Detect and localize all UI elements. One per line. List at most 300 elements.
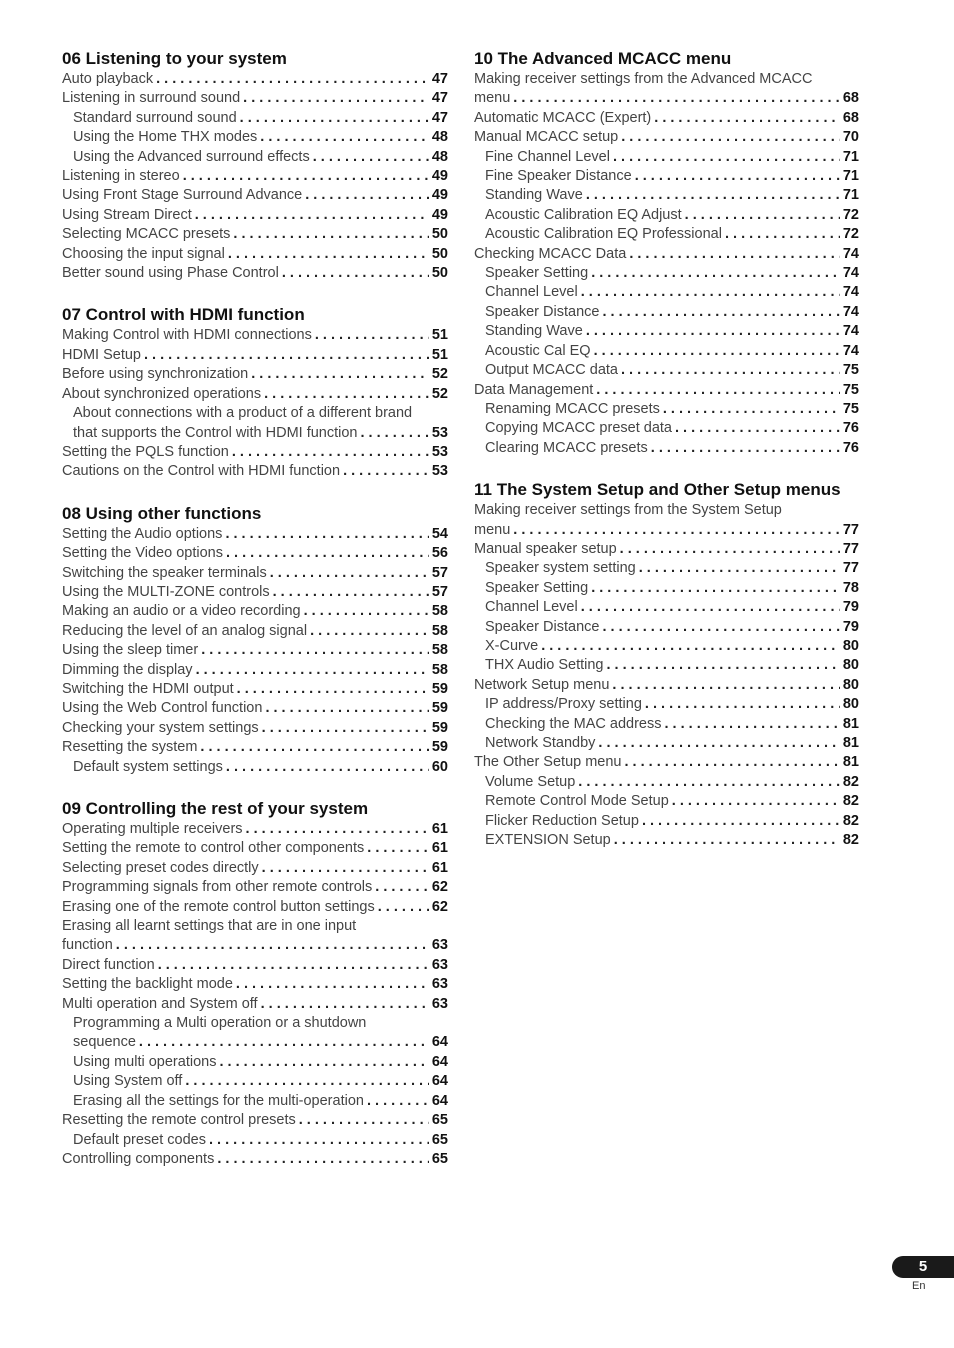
- dot-leader: [232, 443, 429, 462]
- page-number: 53: [431, 424, 448, 441]
- toc-entry[interactable]: [474, 521, 859, 540]
- entry-text: Controlling components: [62, 1150, 215, 1167]
- page-number: 52: [431, 366, 448, 383]
- dot-leader: [305, 186, 429, 205]
- page-number: 52: [431, 385, 448, 402]
- toc-entry[interactable]: [62, 661, 448, 680]
- dot-leader: [513, 89, 840, 108]
- entry-text: Fine Channel Level: [485, 148, 610, 165]
- dot-leader: [361, 424, 429, 443]
- page-number: 77: [842, 560, 859, 577]
- language-label: En: [912, 1280, 926, 1292]
- page-number-badge: 5: [892, 1256, 954, 1278]
- page-number: 64: [431, 1034, 448, 1051]
- page-number: 75: [842, 362, 859, 379]
- dot-leader: [225, 525, 428, 544]
- dot-leader: [273, 583, 429, 602]
- entry-text: Standard surround sound: [73, 109, 237, 126]
- toc-entry[interactable]: [474, 186, 859, 205]
- page-number: 49: [431, 206, 448, 223]
- entry-text: Choosing the input signal: [62, 245, 225, 262]
- page-number: 65: [431, 1150, 448, 1167]
- toc-entry[interactable]: [474, 148, 859, 167]
- toc-entry[interactable]: [474, 792, 859, 811]
- toc-entry[interactable]: [62, 1072, 448, 1091]
- dot-leader: [226, 544, 429, 563]
- dot-leader: [581, 598, 840, 617]
- toc-entry[interactable]: [474, 264, 859, 283]
- dot-leader: [185, 1072, 429, 1091]
- toc-section: [474, 48, 859, 458]
- entry-text: Erasing all the settings for the multi-operation: [73, 1092, 364, 1109]
- entry-text: Copying MCACC preset data: [485, 420, 672, 437]
- toc-entry[interactable]: [62, 758, 448, 777]
- entry-text: Checking the MAC address: [485, 715, 662, 732]
- page-number: 79: [842, 599, 859, 616]
- toc-entry[interactable]: [474, 656, 859, 675]
- page-number: 59: [431, 719, 448, 736]
- toc-entry[interactable]: [62, 525, 448, 544]
- entry-text: Acoustic Calibration EQ Adjust: [485, 206, 682, 223]
- toc-entry[interactable]: [474, 109, 859, 128]
- dot-leader: [621, 361, 840, 380]
- toc-entry[interactable]: [474, 419, 859, 438]
- entry-text: sequence: [73, 1034, 136, 1051]
- toc-entry[interactable]: [62, 995, 448, 1014]
- toc-entry[interactable]: [474, 322, 859, 341]
- toc-entry[interactable]: [62, 898, 448, 917]
- toc-entry[interactable]: [62, 1131, 448, 1150]
- toc-entry[interactable]: [474, 381, 859, 400]
- entry-text: Operating multiple receivers: [62, 821, 243, 837]
- dot-leader: [261, 995, 429, 1014]
- toc-entry[interactable]: [474, 167, 859, 186]
- entry-text: Auto playback: [62, 71, 154, 87]
- entry-text: Listening in stereo: [62, 168, 180, 185]
- dot-leader: [602, 303, 839, 322]
- entry-text: Using the sleep timer: [62, 642, 199, 659]
- toc-entry[interactable]: [474, 89, 859, 108]
- entry-text: Listening in surround sound: [62, 90, 241, 107]
- dot-leader: [315, 326, 429, 345]
- page-number: 49: [431, 168, 448, 185]
- toc-entry[interactable]: [474, 753, 859, 772]
- dot-leader: [196, 661, 429, 680]
- toc-entry[interactable]: [62, 109, 448, 128]
- dot-leader: [367, 839, 429, 858]
- section-title: 10 The Advanced MCACC menu: [474, 49, 732, 68]
- toc-entry[interactable]: [474, 361, 859, 380]
- toc-entry[interactable]: [474, 540, 859, 559]
- entry-text: Programming a Multi operation or a shutdown: [73, 1015, 367, 1032]
- entry-text: About synchronized operations: [62, 385, 262, 402]
- entry-text: Clearing MCACC presets: [485, 439, 648, 456]
- page-number: 49: [431, 187, 448, 204]
- toc-entry[interactable]: [62, 820, 448, 839]
- entry-text: Channel Level: [485, 284, 578, 301]
- entry-text: Channel Level: [485, 599, 578, 616]
- dot-leader: [228, 245, 429, 264]
- entry-text: Reducing the level of an analog signal: [62, 622, 308, 639]
- dot-leader: [635, 167, 840, 186]
- entry-text: Switching the speaker terminals: [62, 564, 267, 581]
- dot-leader: [596, 381, 840, 400]
- page-number: 80: [842, 657, 859, 674]
- dot-leader: [299, 1111, 429, 1130]
- toc-section: [474, 479, 859, 850]
- entry-text: menu: [474, 521, 511, 538]
- dot-leader: [591, 579, 840, 598]
- toc-entry[interactable]: [474, 618, 859, 637]
- toc-entry[interactable]: [474, 283, 859, 302]
- toc-entry[interactable]: [62, 148, 448, 167]
- toc-entry[interactable]: [474, 579, 859, 598]
- page-number: 64: [431, 1092, 448, 1109]
- toc-entry[interactable]: [62, 167, 448, 186]
- entry-text: Manual speaker setup: [474, 540, 617, 557]
- section-title: 09 Controlling the rest of your system: [62, 799, 369, 818]
- page-number: 82: [842, 812, 859, 829]
- page-number: 72: [842, 206, 859, 223]
- toc-entry[interactable]: [62, 245, 448, 264]
- page-number: 57: [431, 564, 448, 581]
- entry-text: Network Standby: [485, 735, 596, 751]
- dot-leader: [591, 264, 840, 283]
- page-number: 62: [431, 898, 448, 915]
- dot-leader: [629, 245, 840, 264]
- entry-text: Data Management: [474, 381, 594, 398]
- page-number: 59: [431, 739, 448, 756]
- toc-entry[interactable]: [62, 365, 448, 384]
- toc-entry[interactable]: [62, 641, 448, 660]
- page-number: 54: [431, 525, 448, 542]
- toc-entry[interactable]: [62, 206, 448, 225]
- toc-entry[interactable]: [62, 839, 448, 858]
- page-number: 77: [842, 540, 859, 557]
- toc-entry[interactable]: [62, 936, 448, 955]
- toc-entry[interactable]: [62, 326, 448, 345]
- page-number: 70: [842, 129, 859, 146]
- dot-leader: [183, 167, 429, 186]
- toc-entry[interactable]: [474, 128, 859, 147]
- entry-text: EXTENSION Setup: [485, 832, 611, 849]
- entry-text: Programming signals from other remote controls: [62, 879, 373, 896]
- entry-text: Cautions on the Control with HDMI function: [62, 463, 341, 480]
- section-title: 08 Using other functions: [62, 503, 262, 523]
- page-number: 60: [431, 758, 448, 775]
- toc-column-right: [474, 48, 859, 871]
- toc-entry[interactable]: [474, 342, 859, 361]
- toc-entry[interactable]: [62, 1033, 448, 1052]
- dot-leader: [367, 1092, 429, 1111]
- page-number: 51: [431, 346, 448, 363]
- entry-text: Fine Speaker Distance: [485, 168, 632, 185]
- dot-leader: [251, 365, 429, 384]
- entry-text: Using the Web Control function: [62, 700, 263, 717]
- entry-text: Using Front Stage Surround Advance: [62, 187, 303, 204]
- page-number: 80: [842, 696, 859, 713]
- dot-leader: [237, 680, 429, 699]
- toc-entry[interactable]: [62, 443, 448, 462]
- toc-entry[interactable]: [62, 564, 448, 583]
- dot-leader: [685, 206, 840, 225]
- toc-entry[interactable]: [474, 303, 859, 322]
- entry-text: Setting the remote to control other components: [62, 840, 365, 857]
- entry-text: Acoustic Cal EQ: [485, 342, 591, 359]
- dot-leader: [654, 109, 840, 128]
- dot-leader: [375, 878, 429, 897]
- toc-entry[interactable]: [474, 637, 859, 656]
- entry-text: Setting the Video options: [62, 545, 223, 562]
- page-number: 74: [842, 245, 859, 262]
- toc-entry[interactable]: [62, 956, 448, 975]
- dot-leader: [725, 225, 840, 244]
- toc-entry[interactable]: [474, 676, 859, 695]
- dot-leader: [246, 820, 429, 839]
- page-number: 63: [431, 995, 448, 1012]
- dot-leader: [262, 859, 429, 878]
- page-number: 74: [842, 265, 859, 282]
- toc-entry[interactable]: [62, 738, 448, 757]
- dot-leader: [586, 186, 840, 205]
- toc-entry[interactable]: [62, 225, 448, 244]
- dot-leader: [614, 831, 840, 850]
- page-number: 58: [431, 622, 448, 639]
- entry-text: IP address/Proxy setting: [485, 696, 642, 713]
- toc-entry[interactable]: [62, 878, 448, 897]
- page-number: 64: [431, 1073, 448, 1090]
- page-number: 47: [431, 109, 448, 126]
- dot-leader: [200, 738, 428, 757]
- toc-entry-line: [474, 501, 859, 520]
- toc-entry[interactable]: [62, 424, 448, 443]
- page-number: 75: [842, 381, 859, 398]
- page-number: 82: [842, 832, 859, 849]
- toc-entry[interactable]: [62, 1092, 448, 1111]
- entry-text: Automatic MCACC (Expert): [474, 109, 652, 126]
- toc-entry[interactable]: [62, 622, 448, 641]
- entry-text: Remote Control Mode Setup: [485, 793, 669, 810]
- dot-leader: [602, 618, 839, 637]
- toc-entry[interactable]: [62, 264, 448, 283]
- page-number: 71: [842, 168, 859, 185]
- toc-entry-line: [62, 1014, 448, 1033]
- dot-leader: [541, 637, 840, 656]
- entry-text: Better sound using Phase Control: [62, 265, 279, 282]
- page-number: 61: [431, 859, 448, 876]
- dot-leader: [621, 128, 840, 147]
- toc-entry[interactable]: [62, 602, 448, 621]
- toc-entry[interactable]: [474, 559, 859, 578]
- toc-entry[interactable]: [474, 225, 859, 244]
- toc-entry[interactable]: [62, 719, 448, 738]
- toc-entry-line: [62, 404, 448, 423]
- dot-leader: [672, 792, 840, 811]
- entry-text: Using multi operations: [73, 1053, 217, 1070]
- entry-text: Standing Wave: [485, 187, 583, 204]
- entry-text: Making receiver settings from the System Setup: [474, 502, 782, 519]
- toc-entry[interactable]: [474, 245, 859, 264]
- toc-entry[interactable]: [474, 400, 859, 419]
- toc-entry[interactable]: [474, 734, 859, 753]
- dot-leader: [586, 322, 840, 341]
- toc-entry[interactable]: [62, 346, 448, 365]
- entry-text: X-Curve: [485, 637, 539, 654]
- toc-entry[interactable]: [62, 186, 448, 205]
- page-number: 81: [842, 715, 859, 732]
- page-number: 58: [431, 603, 448, 620]
- toc-section: [62, 798, 448, 1169]
- page-number: 58: [431, 661, 448, 678]
- dot-leader: [304, 602, 429, 621]
- toc-entry-line: [474, 70, 859, 89]
- dot-leader: [665, 715, 840, 734]
- toc-entry[interactable]: [474, 598, 859, 617]
- page-number: 81: [842, 754, 859, 771]
- toc-entry[interactable]: [62, 1053, 448, 1072]
- page-number: 51: [431, 327, 448, 344]
- toc-section: [62, 503, 448, 777]
- entry-text: Making an audio or a video recording: [62, 603, 301, 620]
- page-number: 58: [431, 642, 448, 659]
- dot-leader: [282, 264, 429, 283]
- toc-entry[interactable]: [62, 89, 448, 108]
- dot-leader: [513, 521, 840, 540]
- dot-leader: [310, 622, 429, 641]
- entry-text: Erasing one of the remote control button settings: [62, 898, 375, 915]
- dot-leader: [313, 148, 429, 167]
- dot-leader: [598, 734, 839, 753]
- section-title: 06 Listening to your system: [62, 49, 287, 68]
- toc-entry[interactable]: [62, 680, 448, 699]
- dot-leader: [343, 462, 429, 481]
- dot-leader: [201, 641, 429, 660]
- toc-entry[interactable]: [62, 975, 448, 994]
- dot-leader: [240, 109, 429, 128]
- page-number: 53: [431, 463, 448, 480]
- toc-entry[interactable]: [474, 206, 859, 225]
- dot-leader: [243, 89, 429, 108]
- entry-text: Dimming the display: [62, 661, 193, 678]
- section-title: 11 The System Setup and Other Setup menus: [474, 480, 841, 500]
- page-number: 53: [431, 443, 448, 460]
- entry-text: Speaker system setting: [485, 560, 636, 577]
- dot-leader: [195, 206, 429, 225]
- entry-text: Renaming MCACC presets: [485, 400, 660, 417]
- dot-leader: [226, 758, 429, 777]
- page-number: 82: [842, 793, 859, 810]
- entry-text: Speaker Setting: [485, 579, 589, 596]
- dot-leader: [642, 812, 840, 831]
- dot-leader: [378, 898, 429, 917]
- page-number: 65: [431, 1112, 448, 1129]
- toc-entry[interactable]: [62, 385, 448, 404]
- entry-text: Network Setup menu: [474, 676, 610, 693]
- entry-text: Volume Setup: [485, 773, 576, 790]
- entry-text: Speaker Distance: [485, 618, 600, 635]
- toc-entry[interactable]: [62, 1111, 448, 1130]
- dot-leader: [594, 342, 840, 361]
- page-number: 71: [842, 187, 859, 204]
- toc-entry[interactable]: [62, 462, 448, 481]
- dot-leader: [262, 719, 429, 738]
- entry-text: Standing Wave: [485, 323, 583, 340]
- section-title: 07 Control with HDMI function: [62, 305, 305, 325]
- dot-leader: [144, 346, 429, 365]
- page-number: 50: [431, 226, 448, 243]
- dot-leader: [270, 564, 429, 583]
- page-number: 65: [431, 1131, 448, 1148]
- entry-text: THX Audio Setting: [485, 657, 604, 674]
- page-number: 68: [842, 109, 859, 126]
- dot-leader: [581, 283, 840, 302]
- toc-entry[interactable]: [62, 70, 448, 89]
- entry-text: Resetting the system: [62, 739, 198, 756]
- page-number: 77: [842, 521, 859, 538]
- toc-entry[interactable]: [62, 128, 448, 147]
- entry-text: Speaker Distance: [485, 303, 600, 320]
- entry-text: Checking MCACC Data: [474, 245, 627, 262]
- page-number: 72: [842, 226, 859, 243]
- page-number: 76: [842, 420, 859, 437]
- entry-text: Default system settings: [73, 758, 223, 775]
- entry-text: Checking your system settings: [62, 719, 259, 736]
- page-number: 74: [842, 284, 859, 301]
- dot-leader: [613, 148, 840, 167]
- dot-leader: [663, 400, 840, 419]
- page-number: 61: [431, 840, 448, 857]
- page-number: 57: [431, 583, 448, 600]
- page-number: 63: [431, 976, 448, 993]
- toc-entry[interactable]: [62, 544, 448, 563]
- toc-entry[interactable]: [474, 812, 859, 831]
- toc-column-left: [62, 48, 448, 1190]
- page-number: 74: [842, 323, 859, 340]
- toc-entry[interactable]: [474, 439, 859, 458]
- dot-leader: [219, 1053, 428, 1072]
- dot-leader: [625, 753, 840, 772]
- entry-text: Setting the Audio options: [62, 525, 223, 542]
- entry-text: menu: [474, 90, 511, 107]
- toc-entry[interactable]: [474, 715, 859, 734]
- dot-leader: [675, 419, 840, 438]
- entry-text: Making receiver settings from the Advanced MCACC: [474, 71, 813, 87]
- toc-entry[interactable]: [62, 699, 448, 718]
- dot-leader: [139, 1033, 429, 1052]
- toc-entry[interactable]: [62, 583, 448, 602]
- page-number: 64: [431, 1053, 448, 1070]
- dot-leader: [260, 128, 429, 147]
- toc-section: [62, 48, 448, 283]
- toc-entry[interactable]: [474, 695, 859, 714]
- toc-entry[interactable]: [62, 1150, 448, 1169]
- page-number: 71: [842, 148, 859, 165]
- toc-entry[interactable]: [474, 831, 859, 850]
- page-number: 81: [842, 735, 859, 751]
- dot-leader: [578, 773, 840, 792]
- entry-text: Acoustic Calibration EQ Professional: [485, 226, 722, 243]
- entry-text: Speaker Setting: [485, 265, 589, 282]
- entry-text: Before using synchronization: [62, 366, 249, 383]
- entry-text: function: [62, 937, 113, 954]
- entry-text: Output MCACC data: [485, 362, 618, 379]
- page-number: 74: [842, 303, 859, 320]
- dot-leader: [156, 70, 429, 89]
- toc-entry[interactable]: [474, 773, 859, 792]
- page-number: 56: [431, 545, 448, 562]
- toc-entry[interactable]: [62, 859, 448, 878]
- page-number: 59: [431, 680, 448, 697]
